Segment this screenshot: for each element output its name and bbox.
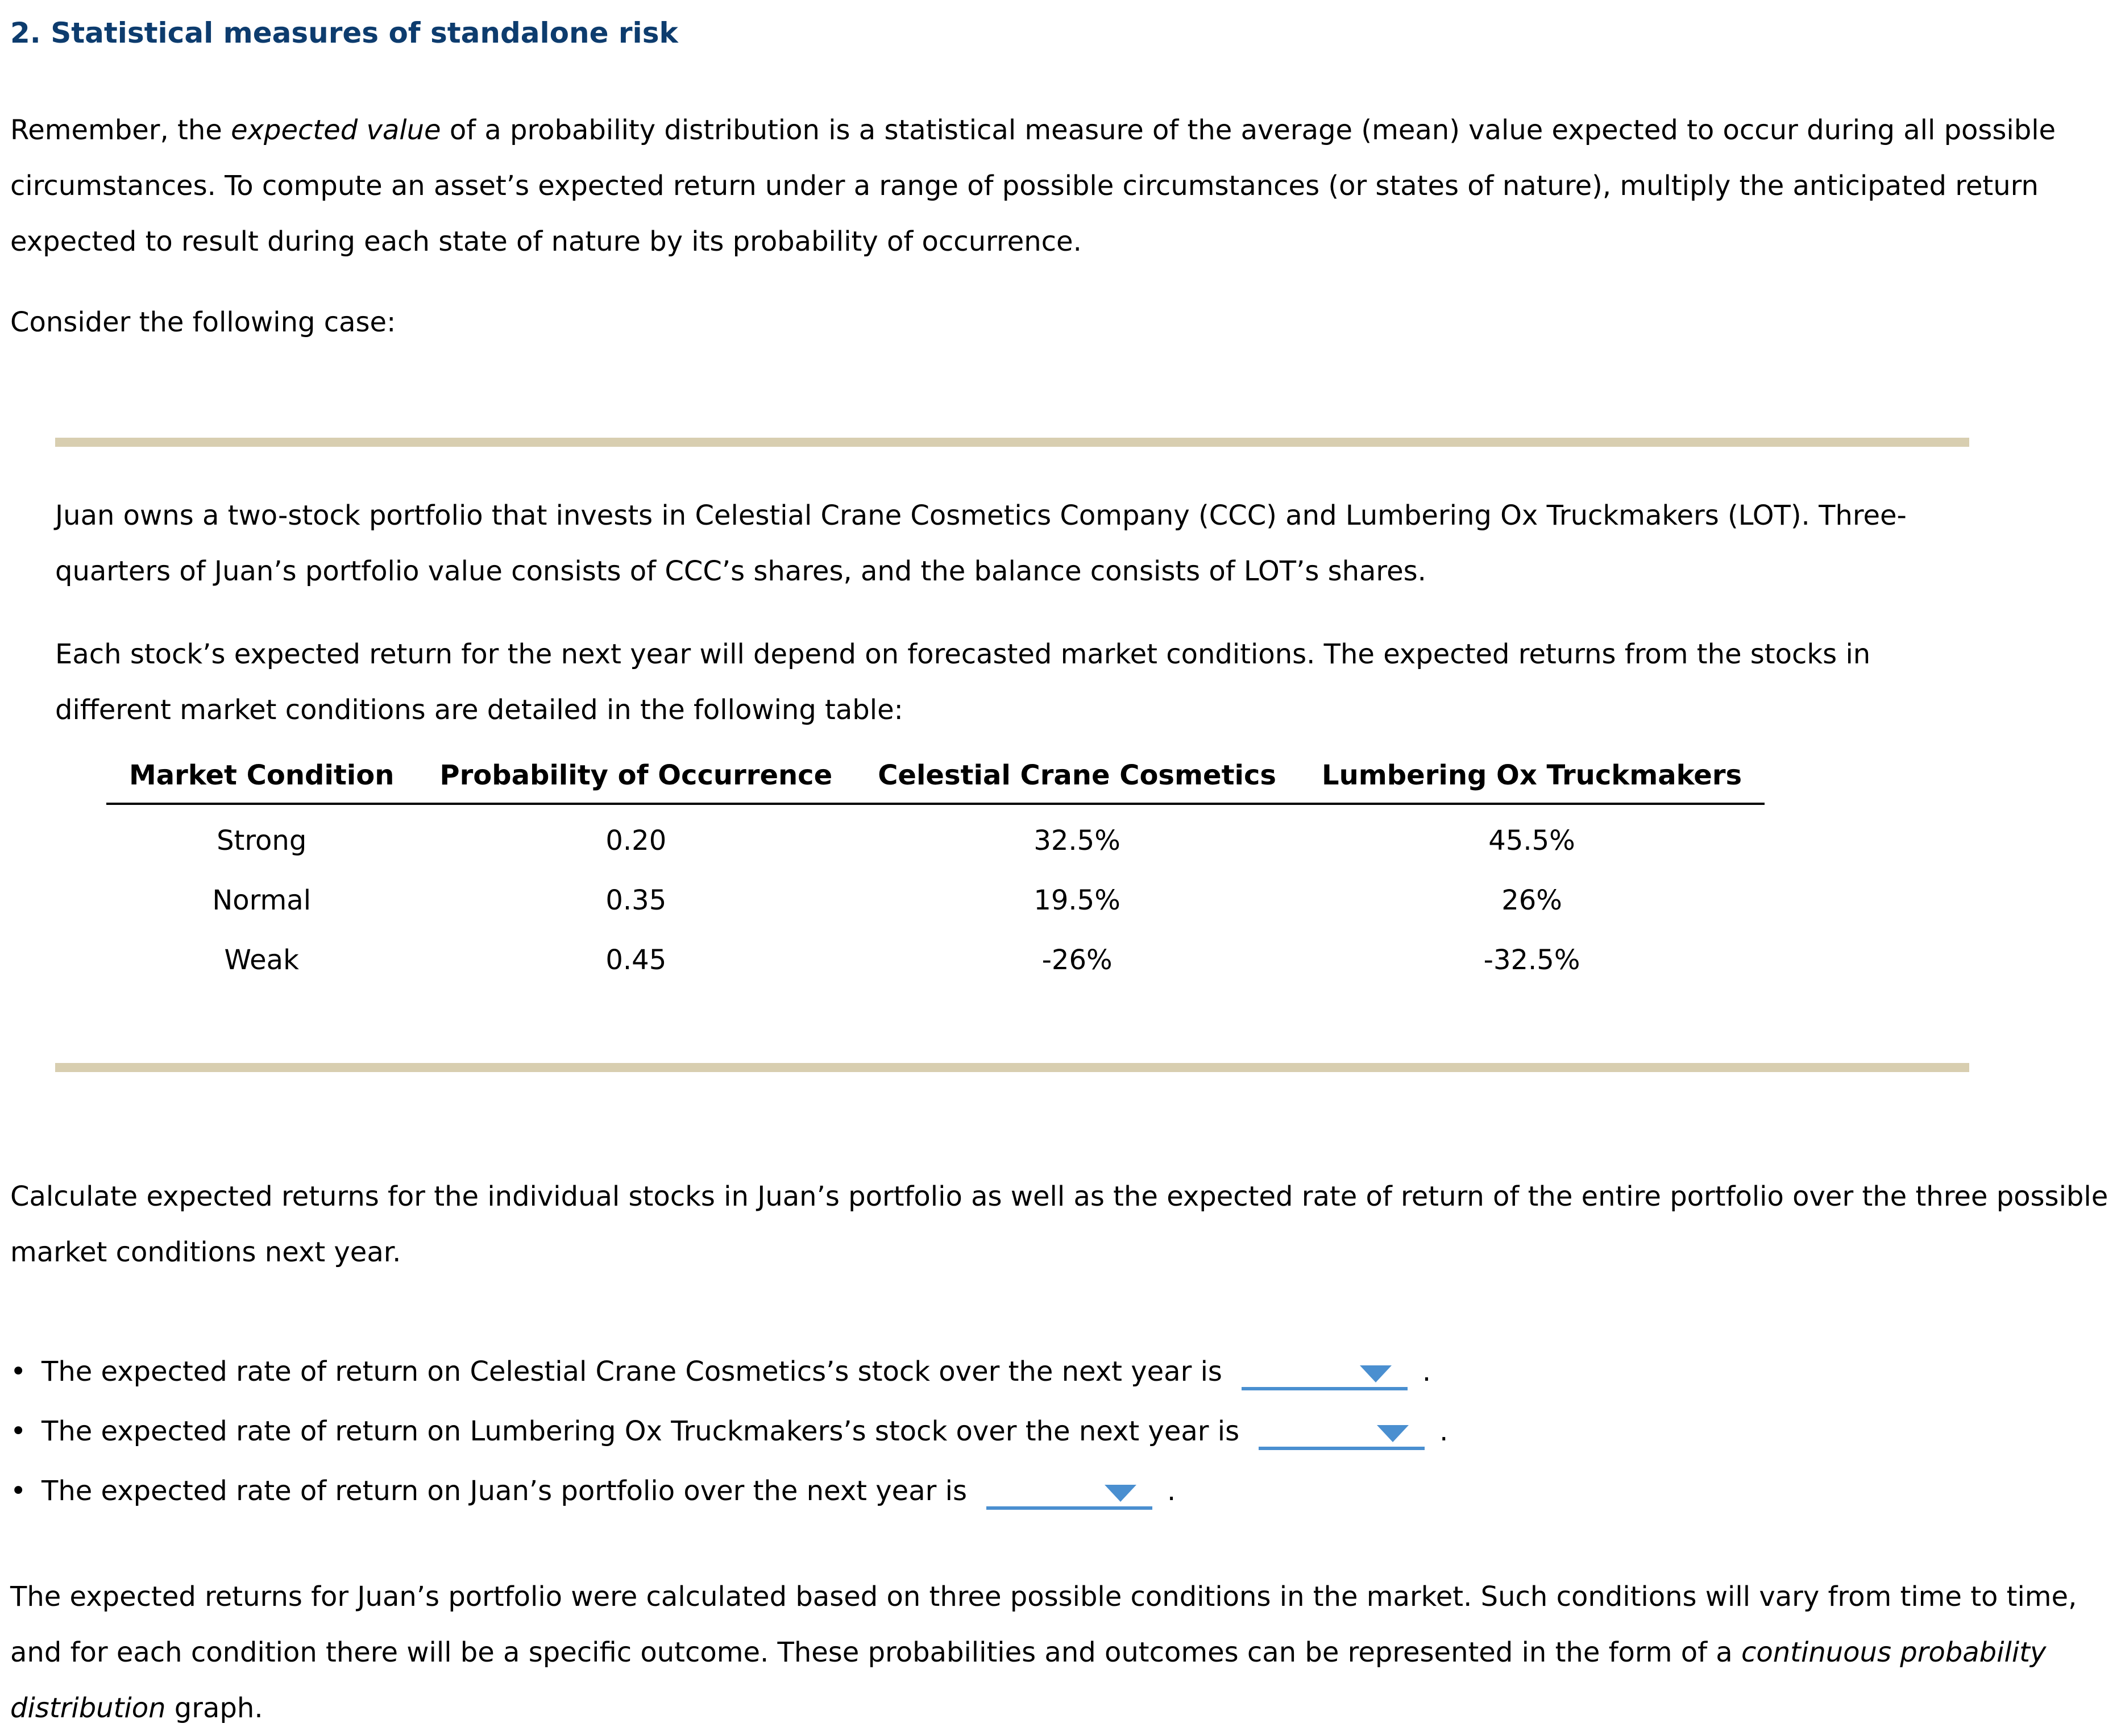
portfolio-return-dropdown[interactable] xyxy=(986,1472,1152,1510)
answer-list xyxy=(10,1342,1448,1521)
intro-text-1: Remember, the xyxy=(10,114,231,146)
cell-probability: 0.45 xyxy=(605,944,667,976)
chevron-down-icon[interactable] xyxy=(1105,1485,1136,1502)
chevron-down-icon[interactable] xyxy=(1377,1425,1409,1442)
case-box xyxy=(55,421,1969,1072)
answer-prompt-ccc: The expected rate of return on Celestial Crane Cosmetics’s stock over the next year is xyxy=(41,1355,1222,1388)
list-item xyxy=(10,1461,1448,1521)
calculate-instructions xyxy=(10,1169,2114,1280)
table-row xyxy=(106,870,1765,930)
page-content xyxy=(10,16,2114,350)
ccc-return-dropdown[interactable] xyxy=(1242,1353,1408,1390)
case-top-rule xyxy=(55,438,1969,447)
bullet: • xyxy=(10,1355,27,1388)
table-header-row xyxy=(106,756,1765,804)
case-text xyxy=(55,488,1969,738)
calculate-text: Calculate expected returns for the individual stocks in Juan’s portfolio as well as the expected rate of return of the entire portfolio over the three possible market conditions next year. xyxy=(10,1181,2109,1268)
closing-text-2: graph. xyxy=(165,1692,263,1724)
cell-ccc-return: 32.5% xyxy=(1034,824,1120,857)
cell-probability: 0.20 xyxy=(605,824,667,857)
intro-paragraph xyxy=(10,102,2114,269)
cell-probability: 0.35 xyxy=(605,884,667,916)
sentence-period: . xyxy=(1439,1415,1449,1447)
sentence-period: . xyxy=(1167,1475,1176,1507)
cell-condition: Strong xyxy=(217,824,307,857)
header-lot: Lumbering Ox Truckmakers xyxy=(1299,756,1765,804)
section-heading: 2. Statistical measures of standalone risk xyxy=(10,16,678,49)
header-probability: Probability of Occurrence xyxy=(417,756,855,804)
case-paragraph-2: Each stock’s expected return for the next year will depend on forecasted market conditions. The expected returns from the stocks in different market conditions are detailed in the following table: xyxy=(55,638,1871,726)
intro-emphasis: expected value xyxy=(231,114,441,146)
cell-lot-return: -32.5% xyxy=(1483,944,1580,976)
sentence-period: . xyxy=(1422,1355,1431,1388)
cell-lot-return: 45.5% xyxy=(1488,824,1575,857)
bullet: • xyxy=(10,1415,27,1447)
table-row xyxy=(106,804,1765,870)
cell-lot-return: 26% xyxy=(1501,884,1562,916)
list-item xyxy=(10,1401,1448,1461)
cell-ccc-return: -26% xyxy=(1041,944,1113,976)
returns-table xyxy=(106,756,1765,990)
case-paragraph-1: Juan owns a two-stock portfolio that invests in Celestial Crane Cosmetics Company (CCC) and Lumbering Ox Truckmakers (LOT). Three-quarters of Juan’s portfolio value consists of CCC’s shares, and the balance consists of LOT’s shares. xyxy=(55,500,1907,587)
consider-text: Consider the following case: xyxy=(10,306,396,338)
header-market-condition: Market Condition xyxy=(106,756,417,804)
chevron-down-icon[interactable] xyxy=(1360,1365,1392,1382)
bullet: • xyxy=(10,1475,27,1507)
table-row xyxy=(106,930,1765,990)
lot-return-dropdown[interactable] xyxy=(1259,1413,1425,1450)
intro-text-2: of a probability distribution is a statistical measure of the average (mean) value expected to occur during all possible circumstances. To compute an asset’s expected return under a range of possible circumstances (or states of nature), multiply the anticipated return expected to result during each state of nature by its probability of occurrence. xyxy=(10,114,2056,258)
cell-condition: Normal xyxy=(212,884,312,916)
cell-ccc-return: 19.5% xyxy=(1034,884,1120,916)
closing-text-1: The expected returns for Juan’s portfolio were calculated based on three possible conditions in the market. Such conditions will vary from time to time, and for each condition there will be a specific outcome. These probabilities and outcomes can be represented in the form of a xyxy=(10,1581,2077,1668)
list-item xyxy=(10,1342,1448,1401)
cell-condition: Weak xyxy=(224,944,299,976)
answer-prompt-lot: The expected rate of return on Lumbering Ox Truckmakers’s stock over the next year is xyxy=(41,1415,1240,1447)
answer-prompt-portfolio: The expected rate of return on Juan’s portfolio over the next year is xyxy=(41,1475,967,1507)
case-bottom-rule xyxy=(55,1063,1969,1072)
closing-emphasis: continuous probability distribution xyxy=(10,1637,2047,1724)
header-ccc: Celestial Crane Cosmetics xyxy=(855,756,1299,804)
